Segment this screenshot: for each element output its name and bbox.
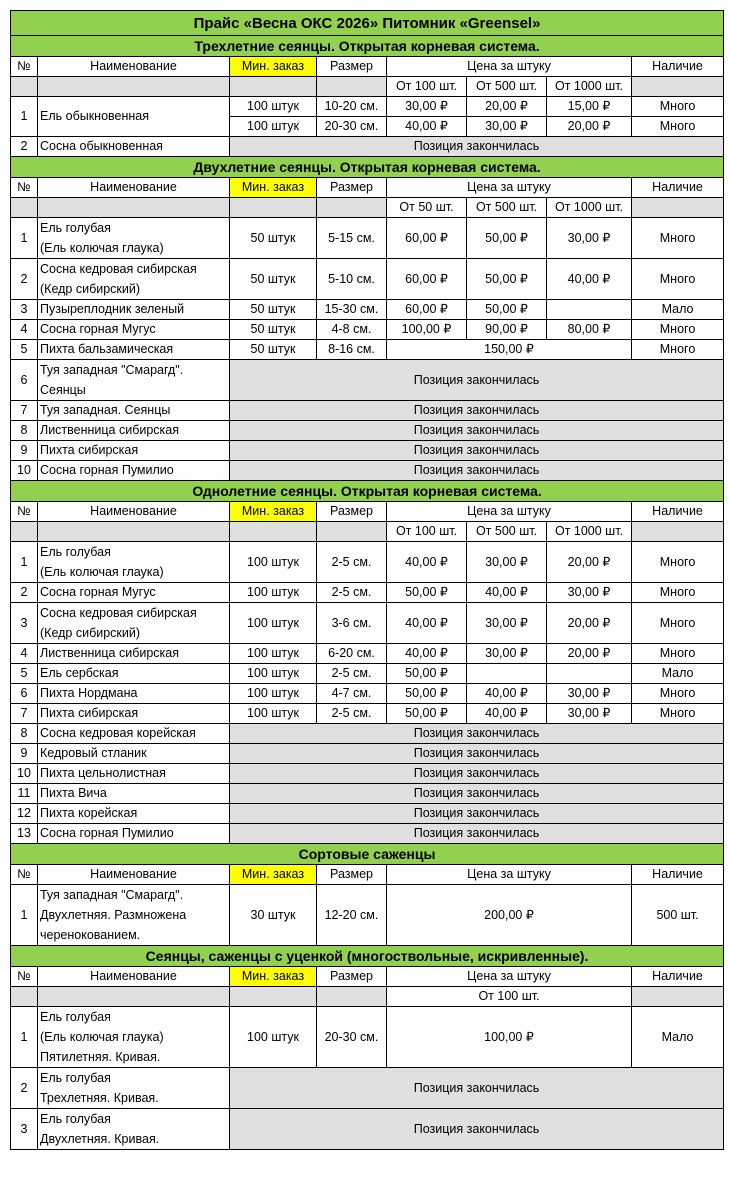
row-price: 50,00 ₽ — [387, 684, 467, 704]
row-num: 13 — [11, 824, 38, 844]
row-num: 5 — [11, 340, 38, 360]
col-availability: Наличие — [632, 502, 724, 522]
row-num: 1 — [11, 542, 38, 583]
row-price: 30,00 ₽ — [547, 583, 632, 603]
table-row — [11, 684, 724, 704]
price-tier: От 100 шт. — [387, 522, 467, 542]
price-table — [10, 10, 724, 1150]
row-num: 5 — [11, 664, 38, 684]
col-name: Наименование — [38, 57, 230, 77]
col-name: Наименование — [38, 865, 230, 885]
table-row — [11, 664, 724, 684]
col-name: Наименование — [38, 178, 230, 198]
table-row — [11, 441, 724, 461]
row-size: 4-7 см. — [317, 684, 387, 704]
row-num: 12 — [11, 804, 38, 824]
row-price — [467, 664, 547, 684]
table-row — [11, 583, 724, 603]
col-size: Размер — [317, 865, 387, 885]
table-row — [11, 603, 724, 644]
out-of-stock: Позиция закончилась — [230, 804, 724, 824]
col-min-order: Мин. заказ — [230, 502, 317, 522]
row-name: Сосна горная Пумилио — [38, 461, 230, 481]
row-name: Сосна кедровая корейская — [38, 724, 230, 744]
row-price: 20,00 ₽ — [547, 542, 632, 583]
row-price: 40,00 ₽ — [467, 684, 547, 704]
row-min: 50 штук — [230, 340, 317, 360]
row-num: 11 — [11, 784, 38, 804]
row-price: 60,00 ₽ — [387, 300, 467, 320]
row-price: 20,00 ₽ — [547, 644, 632, 664]
row-availability: Много — [632, 259, 724, 300]
col-size: Размер — [317, 178, 387, 198]
row-price: 40,00 ₽ — [467, 704, 547, 724]
table-row — [11, 804, 724, 824]
col-min-order: Мин. заказ — [230, 865, 317, 885]
row-num: 6 — [11, 360, 38, 401]
row-size: 5-15 см. — [317, 218, 387, 259]
col-size: Размер — [317, 502, 387, 522]
row-price: 40,00 ₽ — [387, 542, 467, 583]
row-size: 4-8 см. — [317, 320, 387, 340]
row-num: 7 — [11, 704, 38, 724]
table-row — [11, 1068, 724, 1109]
row-price: 30,00 ₽ — [547, 704, 632, 724]
col-availability: Наличие — [632, 178, 724, 198]
row-num: 1 — [11, 1007, 38, 1068]
row-price: 60,00 ₽ — [387, 259, 467, 300]
row-size: 2-5 см. — [317, 583, 387, 603]
row-num: 8 — [11, 421, 38, 441]
col-min-order: Мин. заказ — [230, 967, 317, 987]
row-availability: Мало — [632, 300, 724, 320]
out-of-stock: Позиция закончилась — [230, 724, 724, 744]
col-num: № — [11, 178, 38, 198]
price-tier: От 100 шт. — [387, 987, 632, 1007]
row-size: 5-10 см. — [317, 259, 387, 300]
row-size: 2-5 см. — [317, 704, 387, 724]
row-price: 20,00 ₽ — [547, 603, 632, 644]
row-availability: Много — [632, 644, 724, 664]
row-availability: Много — [632, 603, 724, 644]
col-price: Цена за штуку — [387, 967, 632, 987]
row-price: 30,00 ₽ — [467, 644, 547, 664]
col-num: № — [11, 502, 38, 522]
row-num: 2 — [11, 1068, 38, 1109]
table-row — [11, 218, 724, 259]
row-min: 100 штук — [230, 583, 317, 603]
row-price: 50,00 ₽ — [387, 664, 467, 684]
row-name: Туя западная. Сеянцы — [38, 401, 230, 421]
price-tier: От 500 шт. — [467, 522, 547, 542]
row-min: 100 штук — [230, 664, 317, 684]
row-price: 30,00 ₽ — [547, 684, 632, 704]
table-row — [11, 401, 724, 421]
table-row — [11, 764, 724, 784]
out-of-stock: Позиция закончилась — [230, 1109, 724, 1150]
row-size: 2-5 см. — [317, 664, 387, 684]
row-num: 2 — [11, 259, 38, 300]
row-num: 10 — [11, 764, 38, 784]
row-name: Пихта Нордмана — [38, 684, 230, 704]
row-num: 3 — [11, 1109, 38, 1150]
row-price: 30,00 ₽ — [467, 542, 547, 583]
row-price: 50,00 ₽ — [467, 259, 547, 300]
row-size: 6-20 см. — [317, 644, 387, 664]
row-num: 9 — [11, 744, 38, 764]
col-min-order: Мин. заказ — [230, 57, 317, 77]
row-num: 6 — [11, 684, 38, 704]
row-num: 1 — [11, 885, 38, 946]
table-row — [11, 885, 724, 946]
row-name: Туя западная "Смарагд". Двухлетняя. Размножена черенокованием. — [38, 885, 230, 946]
col-num: № — [11, 865, 38, 885]
row-min: 100 штук — [230, 603, 317, 644]
row-name: Сосна горная Мугус — [38, 320, 230, 340]
row-num: 4 — [11, 644, 38, 664]
col-availability: Наличие — [632, 865, 724, 885]
row-name: Ель голубая (Ель колючая глаука) Пятилетняя. Кривая. — [38, 1007, 230, 1068]
table-row — [11, 137, 724, 157]
row-name: Ель сербская — [38, 664, 230, 684]
col-price: Цена за штуку — [387, 865, 632, 885]
row-price: 50,00 ₽ — [467, 218, 547, 259]
row-price: 20,00 ₽ — [467, 97, 547, 117]
row-size: 3-6 см. — [317, 603, 387, 644]
table-row — [11, 744, 724, 764]
row-price: 30,00 ₽ — [467, 603, 547, 644]
page-title: Прайс «Весна ОКС 2026» Питомник «Greensel» — [11, 11, 724, 36]
row-price: 30,00 ₽ — [387, 97, 467, 117]
row-name: Ель голубая (Ель колючая глаука) — [38, 218, 230, 259]
row-min: 30 штук — [230, 885, 317, 946]
table-row — [11, 340, 724, 360]
row-min: 100 штук — [230, 644, 317, 664]
price-list — [10, 10, 723, 1150]
row-num: 1 — [11, 97, 38, 137]
row-size: 2-5 см. — [317, 542, 387, 583]
row-min: 100 штук — [230, 542, 317, 583]
table-row — [11, 461, 724, 481]
row-availability: 500 шт. — [632, 885, 724, 946]
row-name: Сосна горная Пумилио — [38, 824, 230, 844]
row-price: 30,00 ₽ — [467, 117, 547, 137]
col-size: Размер — [317, 967, 387, 987]
price-tier: От 1000 шт. — [547, 522, 632, 542]
col-price: Цена за штуку — [387, 57, 632, 77]
table-row — [11, 360, 724, 401]
row-num: 2 — [11, 137, 38, 157]
price-tier: От 50 шт. — [387, 198, 467, 218]
out-of-stock: Позиция закончилась — [230, 1068, 724, 1109]
row-price: 50,00 ₽ — [387, 704, 467, 724]
row-min: 100 штук — [230, 704, 317, 724]
row-min: 50 штук — [230, 259, 317, 300]
row-price: 80,00 ₽ — [547, 320, 632, 340]
row-num: 3 — [11, 300, 38, 320]
row-name: Сосна кедровая сибирская (Кедр сибирский) — [38, 603, 230, 644]
col-availability: Наличие — [632, 57, 724, 77]
out-of-stock: Позиция закончилась — [230, 784, 724, 804]
row-min: 100 штук — [230, 684, 317, 704]
row-price: 20,00 ₽ — [547, 117, 632, 137]
row-name: Ель голубая Двухлетняя. Кривая. — [38, 1109, 230, 1150]
row-price: 50,00 ₽ — [387, 583, 467, 603]
row-availability: Много — [632, 542, 724, 583]
row-name: Ель обыкновенная — [38, 97, 230, 137]
row-size: 8-16 см. — [317, 340, 387, 360]
section-header: Сеянцы, саженцы с уценкой (многоствольные, искривленные). — [11, 946, 724, 967]
section-header: Однолетние сеянцы. Открытая корневая система. — [11, 481, 724, 502]
row-price: 90,00 ₽ — [467, 320, 547, 340]
row-num: 7 — [11, 401, 38, 421]
col-price: Цена за штуку — [387, 502, 632, 522]
row-price: 100,00 ₽ — [387, 320, 467, 340]
row-availability: Много — [632, 704, 724, 724]
price-tier: От 1000 шт. — [547, 198, 632, 218]
row-num: 8 — [11, 724, 38, 744]
section-header: Сортовые саженцы — [11, 844, 724, 865]
row-price — [547, 664, 632, 684]
row-price — [547, 300, 632, 320]
row-name: Пихта корейская — [38, 804, 230, 824]
out-of-stock: Позиция закончилась — [230, 824, 724, 844]
row-min: 100 штук — [230, 97, 317, 117]
row-availability: Много — [632, 97, 724, 117]
col-min-order: Мин. заказ — [230, 178, 317, 198]
row-price: 200,00 ₽ — [387, 885, 632, 946]
row-min: 100 штук — [230, 117, 317, 137]
row-num: 9 — [11, 441, 38, 461]
out-of-stock: Позиция закончилась — [230, 360, 724, 401]
row-size: 15-30 см. — [317, 300, 387, 320]
row-min: 50 штук — [230, 320, 317, 340]
section-header: Двухлетние сеянцы. Открытая корневая система. — [11, 157, 724, 178]
col-availability: Наличие — [632, 967, 724, 987]
row-name: Пихта бальзамическая — [38, 340, 230, 360]
row-size: 20-30 см. — [317, 1007, 387, 1068]
price-tier: От 100 шт. — [387, 77, 467, 97]
row-availability: Много — [632, 218, 724, 259]
out-of-stock: Позиция закончилась — [230, 137, 724, 157]
row-min: 50 штук — [230, 218, 317, 259]
out-of-stock: Позиция закончилась — [230, 421, 724, 441]
table-row — [11, 724, 724, 744]
row-availability: Много — [632, 684, 724, 704]
row-name: Сосна обыкновенная — [38, 137, 230, 157]
row-name: Пузыреплодник зеленый — [38, 300, 230, 320]
row-num: 3 — [11, 603, 38, 644]
row-price: 50,00 ₽ — [467, 300, 547, 320]
row-name: Лиственница сибирская — [38, 421, 230, 441]
table-row — [11, 704, 724, 724]
row-price: 40,00 ₽ — [547, 259, 632, 300]
table-row — [11, 1109, 724, 1150]
row-availability: Мало — [632, 664, 724, 684]
row-name: Пихта цельнолистная — [38, 764, 230, 784]
col-price: Цена за штуку — [387, 178, 632, 198]
price-tier: От 1000 шт. — [547, 77, 632, 97]
row-name: Кедровый стланик — [38, 744, 230, 764]
row-num: 4 — [11, 320, 38, 340]
row-name: Пихта Вича — [38, 784, 230, 804]
table-row — [11, 97, 724, 117]
table-row — [11, 1007, 724, 1068]
row-num: 1 — [11, 218, 38, 259]
row-num: 2 — [11, 583, 38, 603]
row-name: Ель голубая Трехлетняя. Кривая. — [38, 1068, 230, 1109]
out-of-stock: Позиция закончилась — [230, 401, 724, 421]
row-availability: Много — [632, 340, 724, 360]
col-num: № — [11, 57, 38, 77]
row-price: 150,00 ₽ — [387, 340, 632, 360]
row-availability: Много — [632, 320, 724, 340]
row-name: Сосна кедровая сибирская (Кедр сибирский) — [38, 259, 230, 300]
row-name: Туя западная "Смарагд". Сеянцы — [38, 360, 230, 401]
price-tier: От 500 шт. — [467, 77, 547, 97]
col-name: Наименование — [38, 967, 230, 987]
row-min: 50 штук — [230, 300, 317, 320]
table-row — [11, 259, 724, 300]
row-name: Сосна горная Мугус — [38, 583, 230, 603]
out-of-stock: Позиция закончилась — [230, 744, 724, 764]
row-min: 100 штук — [230, 1007, 317, 1068]
row-price: 40,00 ₽ — [387, 644, 467, 664]
price-tier: От 500 шт. — [467, 198, 547, 218]
row-size: 20-30 см. — [317, 117, 387, 137]
row-price: 40,00 ₽ — [387, 117, 467, 137]
row-name: Пихта сибирская — [38, 441, 230, 461]
table-row — [11, 542, 724, 583]
table-row — [11, 421, 724, 441]
table-row — [11, 300, 724, 320]
row-name: Пихта сибирская — [38, 704, 230, 724]
row-size: 10-20 см. — [317, 97, 387, 117]
table-row — [11, 784, 724, 804]
row-availability: Много — [632, 117, 724, 137]
table-row — [11, 824, 724, 844]
row-size: 12-20 см. — [317, 885, 387, 946]
row-price: 100,00 ₽ — [387, 1007, 632, 1068]
row-price: 15,00 ₽ — [547, 97, 632, 117]
row-name: Ель голубая (Ель колючая глаука) — [38, 542, 230, 583]
out-of-stock: Позиция закончилась — [230, 764, 724, 784]
row-price: 40,00 ₽ — [467, 583, 547, 603]
row-availability: Мало — [632, 1007, 724, 1068]
col-name: Наименование — [38, 502, 230, 522]
table-row — [11, 644, 724, 664]
row-price: 40,00 ₽ — [387, 603, 467, 644]
row-price: 60,00 ₽ — [387, 218, 467, 259]
out-of-stock: Позиция закончилась — [230, 441, 724, 461]
row-price: 30,00 ₽ — [547, 218, 632, 259]
section-header: Трехлетние сеянцы. Открытая корневая система. — [11, 36, 724, 57]
col-num: № — [11, 967, 38, 987]
row-name: Лиственница сибирская — [38, 644, 230, 664]
row-num: 10 — [11, 461, 38, 481]
col-size: Размер — [317, 57, 387, 77]
row-availability: Много — [632, 583, 724, 603]
table-row — [11, 320, 724, 340]
out-of-stock: Позиция закончилась — [230, 461, 724, 481]
